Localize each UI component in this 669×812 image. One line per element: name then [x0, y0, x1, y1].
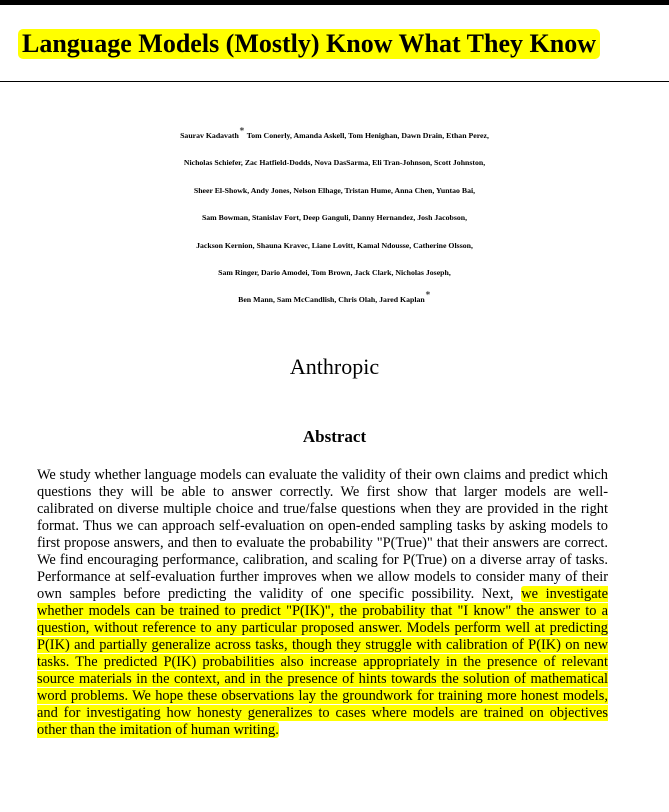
abstract-body: [37, 467, 608, 739]
author-line: [0, 232, 669, 259]
top-rule: [0, 0, 669, 5]
author-names: Sam Ringer, Dario Amodei, Tom Brown, Jack Clark, Nicholas Joseph,: [218, 268, 451, 278]
author-names: Tom Conerly, Amanda Askell, Tom Henighan, Dawn Drain, Ethan Perez,: [244, 131, 489, 140]
author-list: [0, 122, 669, 314]
author-names: Sam Bowman, Stanislav Fort, Deep Ganguli, Danny Hernandez, Josh Jacobson,: [201, 213, 468, 223]
author-line: [0, 204, 669, 231]
author-names: Saurav Kadavath: [180, 131, 239, 140]
author-line: [0, 122, 669, 149]
author-names: Ben Mann, Sam McCandlish, Chris Olah, Jared Kaplan: [238, 295, 425, 305]
author-names: Nicholas Schiefer, Zac Hatfield-Dodds, Nova DasSarma, Eli Tran-Johnson, Scott Johnston,: [183, 158, 486, 168]
abstract-text: We study whether language models can evaluate the validity of their own claims and predict which questions they will be able to answer correctly. We first show that larger models are well-calibrated on diverse multiple choice and true/false questions when they are provided in the right format. Thus we can approach self-evaluation on open-ended sampling tasks by asking models to first propose answers, and then to evaluate the probability "P(True)" that their answers are correct. We find encouraging performance, calibration, and scaling for P(True) on a diverse array of tasks. Performance at self-evaluation further improves when we allow models to consider many of their own samples before predicting the validity of one specific possibility. Next,: [37, 467, 608, 602]
paper-title: Language Models (Mostly) Know What They Know: [18, 29, 600, 59]
author-line: [0, 259, 669, 286]
affiliation: Anthropic: [289, 354, 380, 379]
author-names: Jackson Kernion, Shauna Kravec, Liane Lovitt, Kamal Ndousse, Catherine Olsson,: [196, 240, 473, 250]
title-rule: [0, 81, 669, 82]
author-line: [0, 286, 669, 313]
author-line: [0, 177, 669, 204]
abstract-heading: Abstract: [302, 427, 367, 446]
footnote-mark: ∗: [238, 124, 245, 134]
footnote-mark: ∗: [424, 288, 431, 299]
author-names: Sheer El-Showk, Andy Jones, Nelson Elhage, Tristan Hume, Anna Chen, Yuntao Bai,: [193, 185, 476, 195]
abstract-highlighted-text: we investigate whether models can be trained to predict "P(IK)", the probability that "I know" the answer to a question, without reference to any particular proposed answer. Models perform well at predicting P(IK) and partially generalize across tasks, though they struggle with calibration of P(IK) on new tasks. The predicted P(IK) probabilities also increase appropriately in the presence of relevant source materials in the context, and in the presence of hints towards the solution of mathematical word problems. We hope these observations lay the groundwork for training more honest models, and for investigating how honesty generalizes to cases where models are trained on objectives other than the imitation of human writing.: [37, 586, 609, 738]
author-line: [0, 149, 669, 176]
